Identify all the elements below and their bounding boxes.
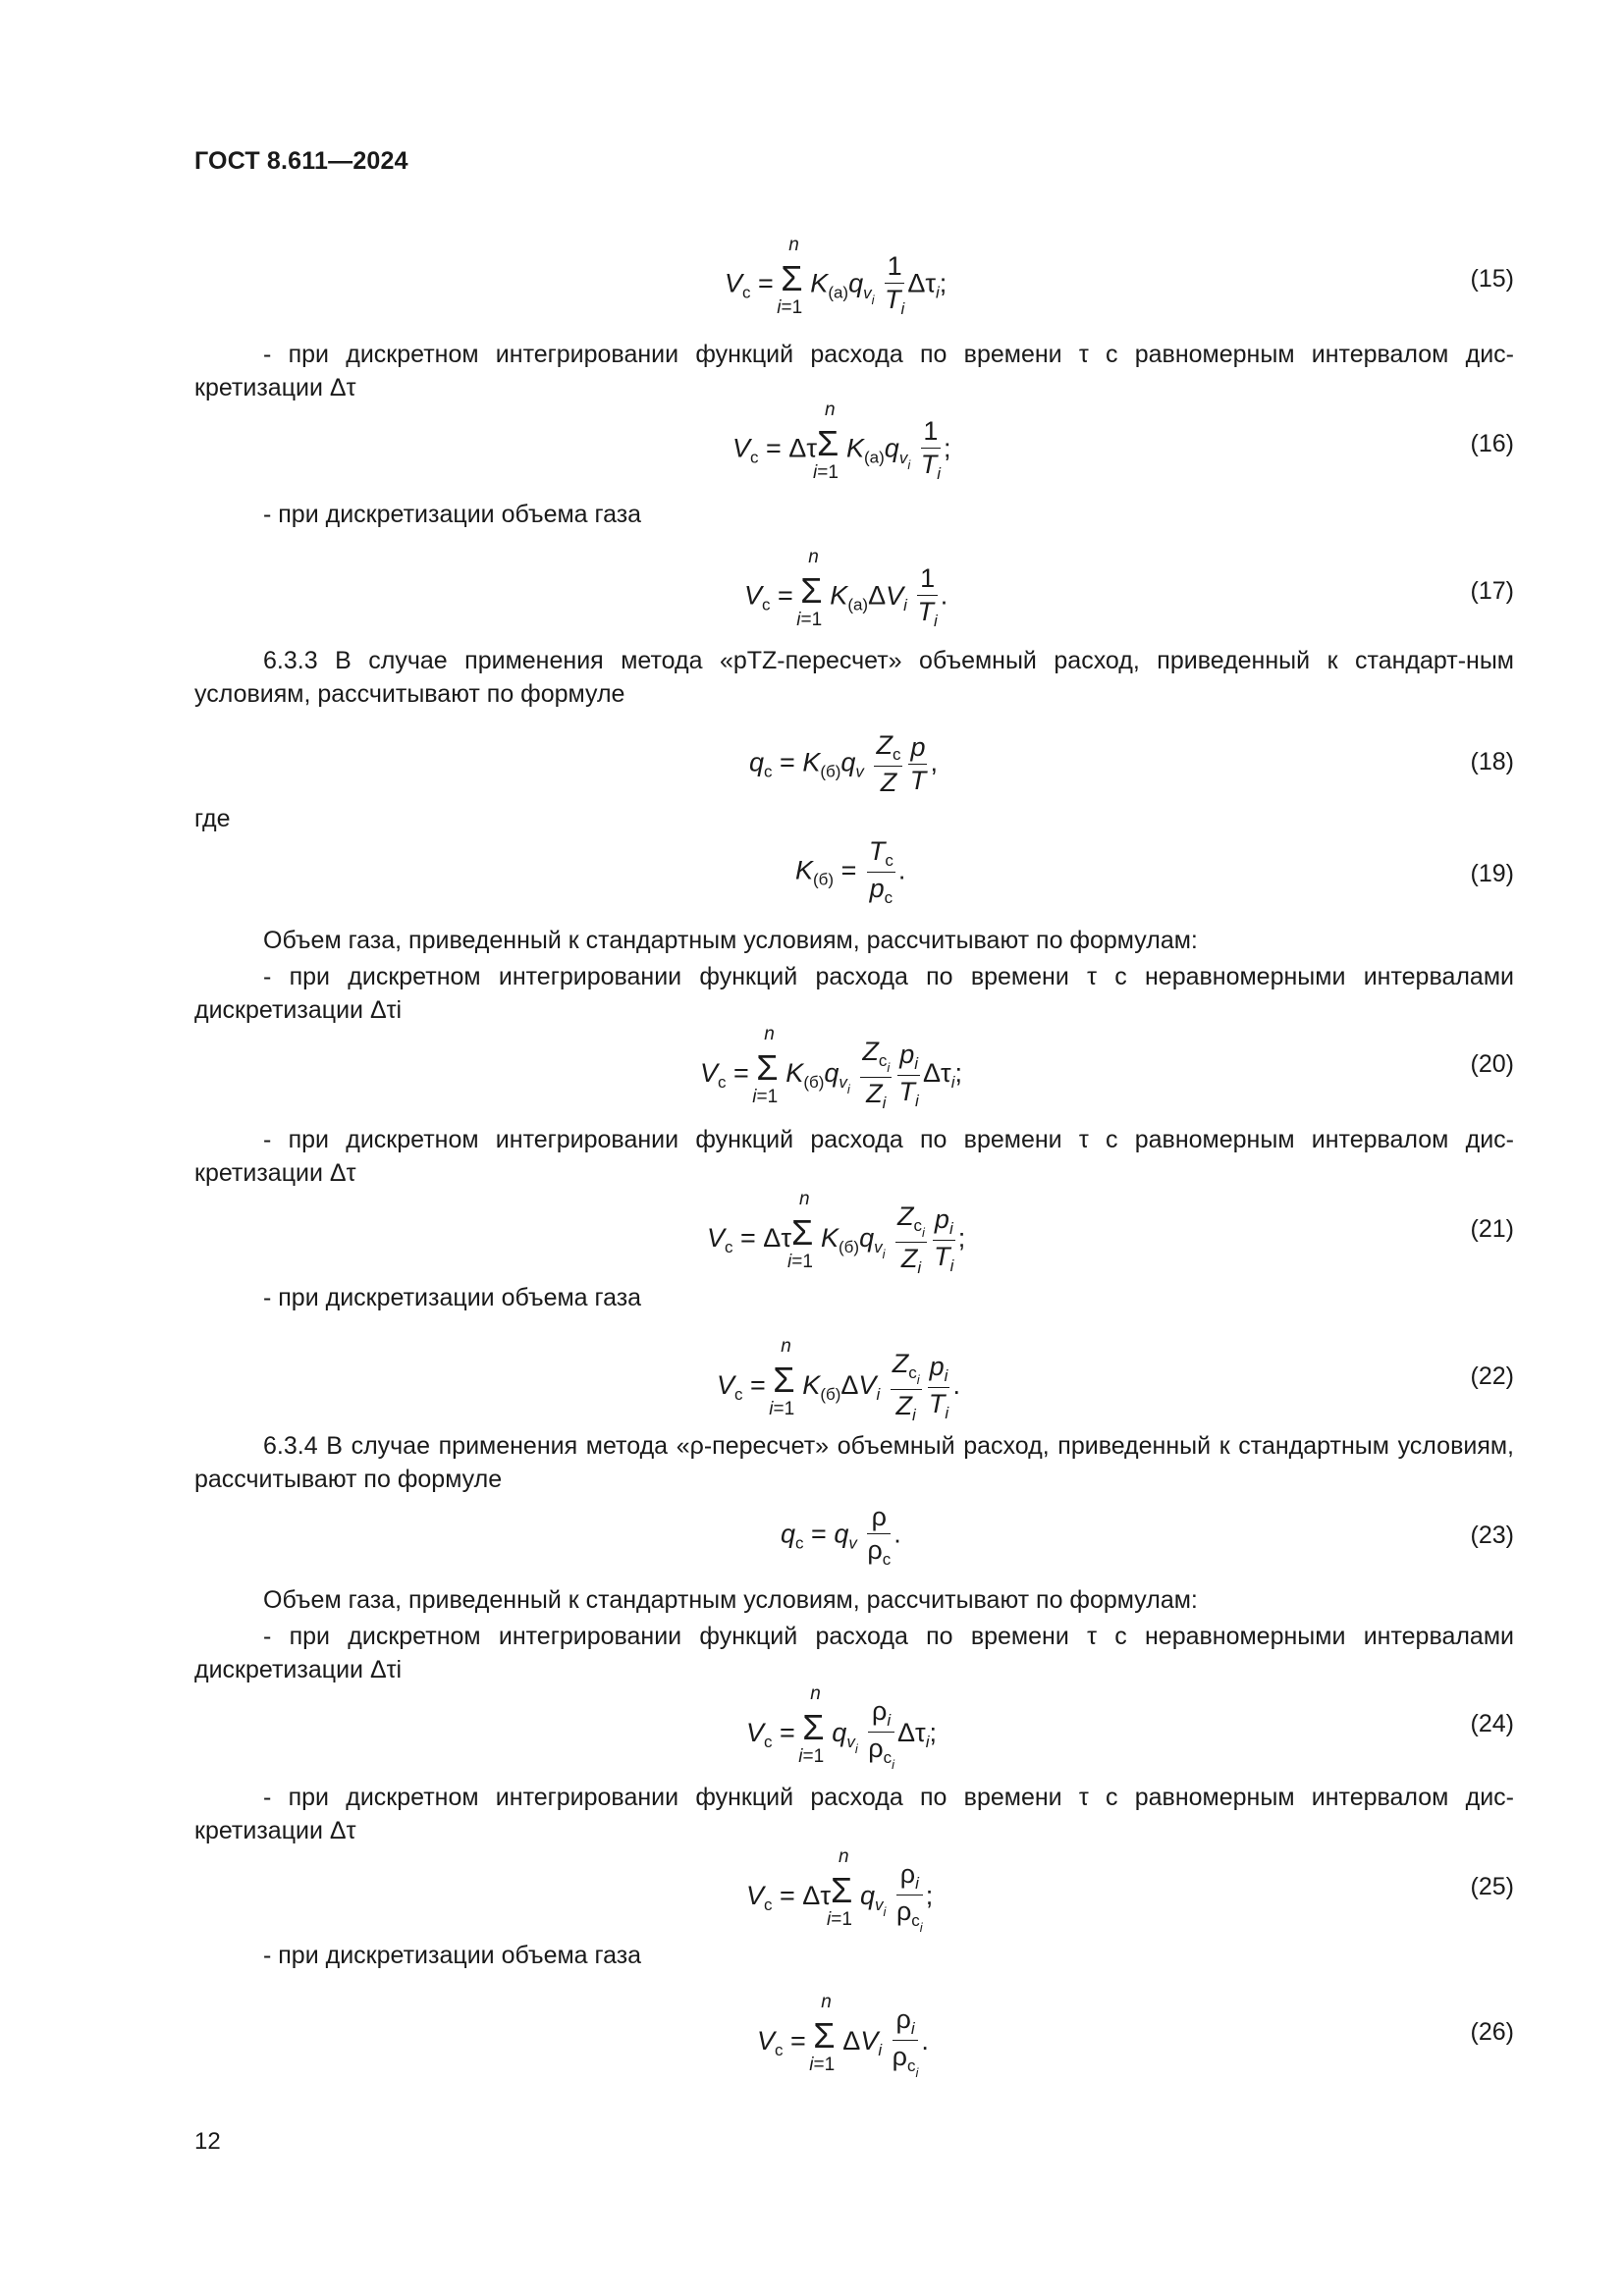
formula-15: $V_с$ = Σ n i=1 $K_{(а)}q_{v_i}$ $\frac{1}{T_i}$ $\Delta\tau_i$;: [725, 234, 947, 318]
paragraph-text: - при дискретном интегрировании функций расхода по времени τ с неравномерными интервалами дискретизации Δτi: [194, 963, 1514, 1024]
equation-number: (19): [1470, 860, 1514, 887]
paragraph-6-3-3: [194, 644, 1514, 711]
paragraph-text: 6.3.3 В случае применения метода «pTZ-пересчет» объемный расход, приведенный к стандарт-ным условиям, рассчитывают по формуле: [194, 647, 1514, 708]
standard-designation: ГОСТ 8.611—2024: [194, 147, 408, 175]
equation-22: [194, 1333, 1514, 1424]
equation-number: (17): [1470, 577, 1514, 605]
equation-26: [194, 1989, 1514, 2080]
paragraph-text: Объем газа, приведенный к стандартным условиям, рассчитывают по формулам:: [263, 927, 1198, 954]
where-label: где: [194, 805, 231, 832]
paragraph: [194, 1781, 1514, 1847]
equation-19: [194, 827, 1514, 915]
formula-19: $K_{(б)}$ = $\frac{T_с}{p_с}$ .: [795, 836, 906, 907]
formula-20: $V_с$ = Σ n i=1 $K_{(б)}q_{v_i}$ $\frac{Z_{с_i}}{Z_i}$ $\frac{p_i}{T_i}$ $\Delta\tau_i$;: [700, 1024, 963, 1112]
equation-number: (23): [1470, 1522, 1514, 1549]
paragraph: [194, 960, 1514, 1027]
equation-24: [194, 1681, 1514, 1772]
equation-number: (26): [1470, 2018, 1514, 2046]
equation-20: [194, 1021, 1514, 1112]
equation-16: [194, 400, 1514, 489]
equation-number: (18): [1470, 748, 1514, 775]
formula-18: $q_с = K_{(б)}q_v$ $\frac{Z_с}{Z}$ $\frac{p}{T}$ ,: [749, 730, 938, 797]
paragraph: [194, 1620, 1514, 1686]
equation-25: [194, 1843, 1514, 1935]
paragraph-text: - при дискретизации объема газа: [263, 1284, 642, 1311]
equation-18: [194, 719, 1514, 807]
paragraph-6-3-4: [194, 1429, 1514, 1496]
equation-number: (21): [1470, 1215, 1514, 1243]
paragraph: [194, 1123, 1514, 1190]
paragraph-text: - при дискретизации объема газа: [263, 501, 642, 528]
paragraph-text: - при дискретном интегрировании функций расхода по времени τ с равномерным интервалом дис-кретизации Δτ: [194, 1784, 1514, 1844]
paragraph: [194, 338, 1514, 404]
paragraph-text: - при дискретном интегрировании функций расхода по времени τ с неравномерными интервалами дискретизации Δτi: [194, 1623, 1514, 1683]
equation-number: (25): [1470, 1873, 1514, 1900]
formula-22: $V_с$ = Σ n i=1 $K_{(б)}\Delta V_i$ $\frac{Z_{с_i}}{Z_i}$ $\frac{p_i}{T_i}$ .: [717, 1336, 960, 1424]
formula-21: $V_с = \Delta\tau$ Σ n i=1 $K_{(б)}q_{v_i}$ $\frac{Z_{с_i}}{Z_i}$ $\frac{p_i}{T_i}$ ;: [707, 1189, 966, 1277]
equation-number: (16): [1470, 430, 1514, 457]
page-number: 12: [194, 2128, 221, 2155]
equation-17: [194, 548, 1514, 636]
formula-17: $V_с$ = Σ n i=1 $K_{(а)}\Delta V_i$ $\frac{1}{T_i}$ .: [744, 546, 948, 630]
paragraph-text: - при дискретизации объема газа: [263, 1942, 642, 1969]
formula-26: $V_с$ = Σ n i=1 $\Delta V_i$ $\frac{\rho_i}{\rho_{с_i}}$ .: [757, 1992, 929, 2080]
equation-number: (20): [1470, 1050, 1514, 1078]
equation-number: (22): [1470, 1362, 1514, 1390]
formula-16: $V_с = \Delta\tau$ Σ n i=1 $K_{(а)}q_{v_i}$ $\frac{1}{T_i}$ ;: [732, 399, 951, 483]
formula-25: $V_с = \Delta\tau$ Σ n i=1 $q_{v_i}$ $\frac{\rho_i}{\rho_{с_i}}$ ;: [746, 1846, 934, 1935]
paragraph-text: - при дискретном интегрировании функций расхода по времени τ с равномерным интервалом дис-кретизации Δτ: [194, 341, 1514, 401]
equation-23: [194, 1492, 1514, 1580]
paragraph-text: Объем газа, приведенный к стандартным условиям, рассчитывают по формулам:: [263, 1586, 1198, 1614]
paragraph-text: 6.3.4 В случае применения метода «ρ-пересчет» объемный расход, приведенный к стандартным условиям, рассчитывают по формуле: [194, 1432, 1514, 1493]
formula-23: $q_с = q_v$ $\frac{\rho}{\rho_с}$ .: [781, 1502, 901, 1569]
formula-24: $V_с$ = Σ n i=1 $q_{v_i}$ $\frac{\rho_i}{\rho_{с_i}}$ $\Delta\tau_i$;: [746, 1683, 937, 1772]
equation-15: [194, 236, 1514, 324]
equation-number: (15): [1470, 265, 1514, 293]
equation-number: (24): [1470, 1710, 1514, 1737]
equation-21: [194, 1186, 1514, 1277]
paragraph-text: - при дискретном интегрировании функций расхода по времени τ с равномерным интервалом дис-кретизации Δτ: [194, 1126, 1514, 1187]
